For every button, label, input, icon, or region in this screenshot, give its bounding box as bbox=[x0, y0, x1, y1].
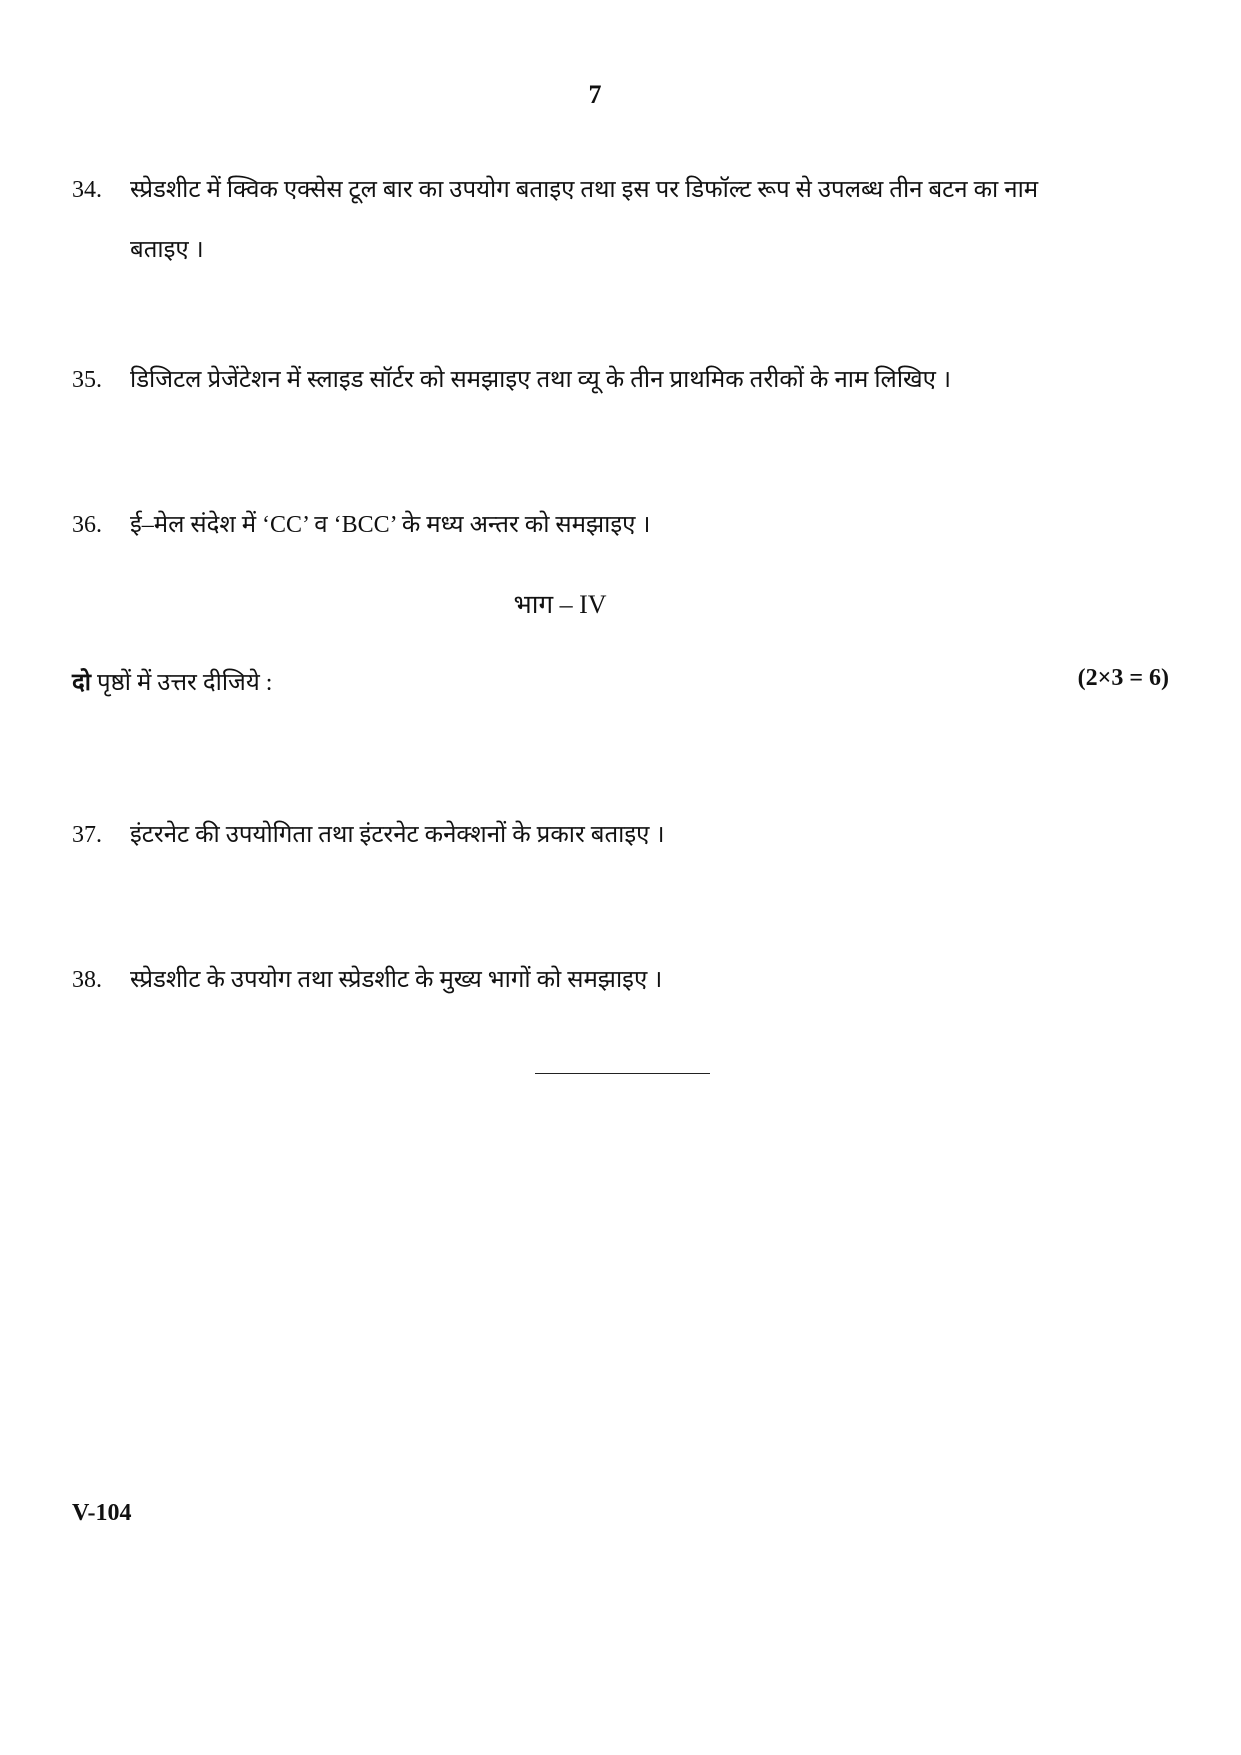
section-marks: (2×3 = 6) bbox=[1077, 665, 1169, 691]
paper-code: V-104 bbox=[72, 1500, 132, 1526]
end-divider bbox=[535, 1073, 710, 1074]
question-number: 38. bbox=[72, 967, 102, 993]
section-title: भाग – IV bbox=[513, 590, 607, 619]
question-35 bbox=[72, 350, 1072, 410]
question-text: ई–मेल संदेश में ‘CC’ व ‘BCC’ के मध्य अन्तर को समझाइए । bbox=[130, 512, 651, 538]
question-number: 35. bbox=[72, 367, 102, 393]
section-instruction bbox=[72, 665, 272, 698]
question-number: 34. bbox=[72, 177, 102, 203]
question-text: स्प्रेडशीट के उपयोग तथा स्प्रेडशीट के मुख्य भागों को समझाइए । bbox=[130, 967, 663, 993]
page-number: 7 bbox=[588, 80, 602, 109]
instruction-text: पृष्ठों में उत्तर दीजिये : bbox=[90, 670, 273, 696]
question-36 bbox=[72, 495, 1072, 555]
question-38 bbox=[72, 950, 1072, 1010]
question-text: डिजिटल प्रेजेंटेशन में स्लाइड सॉर्टर को समझाइए तथा व्यू के तीन प्राथमिक तरीकों के नाम लिखिए । bbox=[130, 367, 952, 393]
question-34 bbox=[72, 160, 1072, 280]
question-number: 37. bbox=[72, 822, 102, 848]
instruction-emphasis: दो bbox=[72, 670, 91, 696]
question-text: स्प्रेडशीट में क्विक एक्सेस टूल बार का उपयोग बताइए तथा इस पर डिफॉल्ट रूप से उपलब्ध तीन बटन का नाम बताइए । bbox=[130, 177, 1039, 263]
question-37 bbox=[72, 805, 1072, 865]
question-text: इंटरनेट की उपयोगिता तथा इंटरनेट कनेक्शनों के प्रकार बताइए । bbox=[130, 822, 665, 848]
question-number: 36. bbox=[72, 512, 102, 538]
